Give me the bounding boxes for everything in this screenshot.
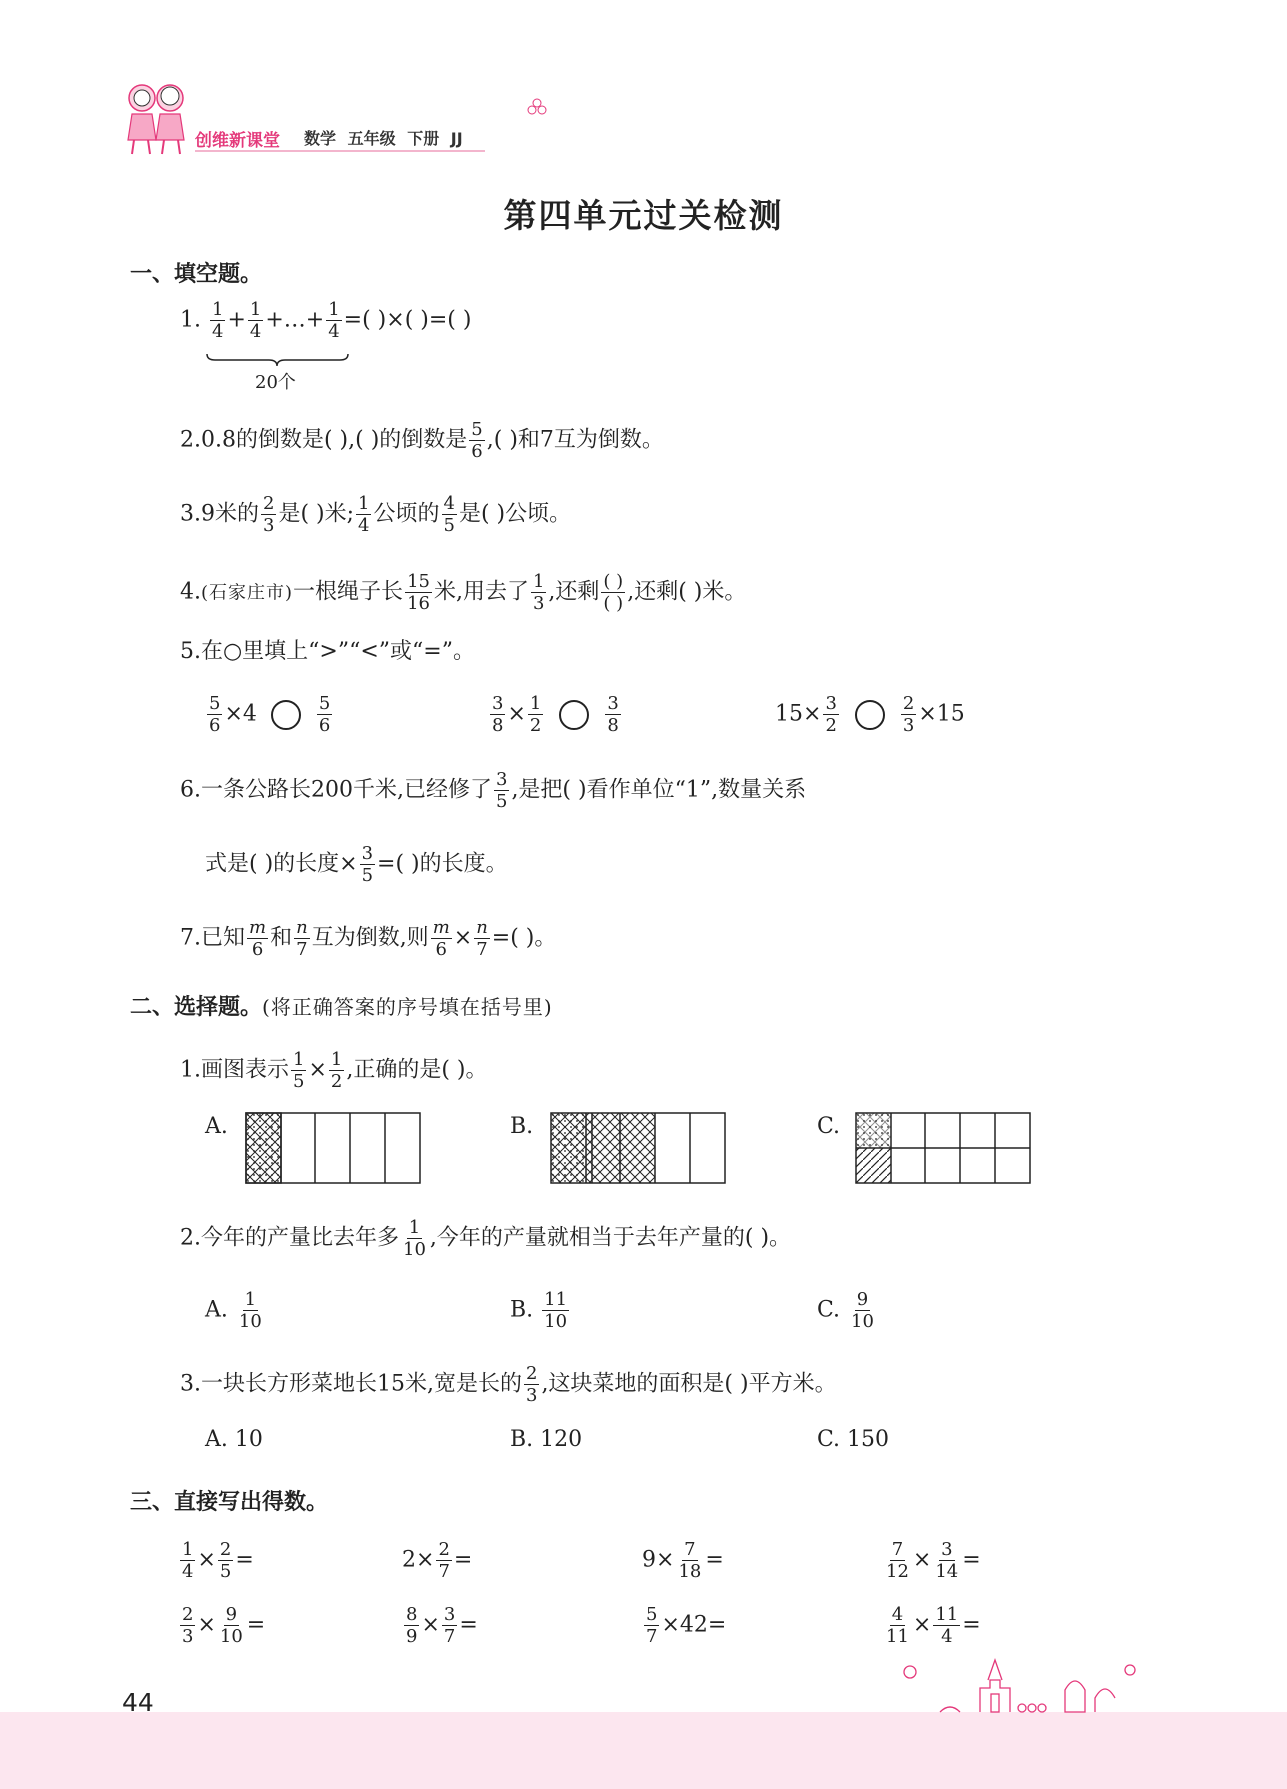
fraction: $\frac{1}{2}$: [330, 1049, 343, 1092]
page-number: 44: [122, 1688, 154, 1717]
fraction: $\frac{5}{6}$: [471, 419, 483, 462]
option-c-diagram[interactable]: [855, 1112, 1031, 1184]
fraction: $\frac{4}{5}$: [443, 493, 455, 536]
fraction: $\frac{1}{4}$: [249, 299, 262, 342]
fraction: $\frac{3}{2}$: [825, 693, 837, 736]
section-calc-heading: 三、直接写出得数。: [130, 1490, 329, 1515]
section-choice-note: (将正确答案的序号填在括号里): [262, 995, 553, 1019]
calc-item: $\frac{7}{12}$ × $\frac{3}{14}$ =: [886, 1539, 981, 1582]
compare-item-1: $\frac{5}{6}$ ×4 $\frac{5}{6}$: [209, 693, 331, 736]
fill-question-7: 7.已知 $\frac{m}{6}$ 和 $\frac{n}{7}$ 互为倒数,则 $\frac{m}{6}$ × $\frac{n}{7}$ =( )。: [180, 917, 557, 960]
section-fill-heading: 一、填空题。: [130, 262, 263, 287]
fill-question-1: [180, 300, 471, 341]
compare-circle[interactable]: [271, 700, 301, 730]
calc-item: $\frac{2}{3}$ × $\frac{9}{10}$ =: [182, 1604, 266, 1647]
fraction: $\frac{9}{10}$: [851, 1289, 874, 1332]
option-a-diagram[interactable]: [245, 1112, 421, 1184]
footer-band: [0, 1712, 1287, 1789]
option-b-label: B.: [510, 1114, 534, 1139]
fraction: $\frac{2}{3}$: [263, 493, 275, 536]
choice-3-option-b[interactable]: B. 120: [510, 1427, 583, 1452]
fraction: $\frac{m}{6}$: [249, 917, 267, 960]
fraction: $\frac{1}{4}$: [358, 493, 370, 536]
option-c-label: C.: [817, 1114, 841, 1139]
calc-item: $\frac{1}{4}$ × $\frac{2}{5}$ =: [182, 1539, 254, 1582]
underbrace-icon: [205, 352, 350, 368]
fraction: $\frac{1}{4}$: [328, 299, 340, 342]
calc-item: $\frac{4}{11}$ × $\frac{11}{4}$ =: [886, 1604, 981, 1647]
fraction-blank: ( ) ( ): [603, 571, 624, 614]
header-grade: 五年级: [347, 129, 396, 148]
compare-item-2: $\frac{3}{8}$ × $\frac{1}{2}$ $\frac{3}{8}$: [492, 693, 619, 736]
choice-3-option-c[interactable]: C. 150: [817, 1427, 890, 1452]
fraction: $\frac{n}{7}$: [476, 917, 488, 960]
fraction: $\frac{m}{6}$: [432, 917, 450, 960]
calc-item: 2× $\frac{2}{7}$ =: [402, 1539, 473, 1582]
choice-question-1: 1.画图表示 $\frac{1}{5}$ × $\frac{1}{2}$ ,正确的是( )。: [180, 1049, 488, 1092]
fraction: $\frac{1}{4}$: [212, 299, 224, 342]
option-b-diagram[interactable]: [550, 1112, 726, 1184]
calc-item: 9× $\frac{7}{18}$ =: [642, 1539, 724, 1582]
fraction: $\frac{15}{16}$: [407, 571, 430, 614]
fill-question-3: 3.9米的 $\frac{2}{3}$ 是( )米; $\frac{1}{4}$ 公顷的 $\frac{4}{5}$ 是( )公顷。: [180, 493, 572, 536]
choice-2-option-c[interactable]: C. $\frac{9}{10}$: [817, 1289, 874, 1332]
plus-sign: +: [227, 307, 246, 333]
section-choice-heading: 二、选择题。(将正确答案的序号填在括号里): [130, 995, 553, 1020]
fraction: $\frac{3}{5}$: [361, 843, 374, 886]
compare-item-3: 15× $\frac{3}{2}$ $\frac{2}{3}$ ×15: [775, 693, 965, 736]
fraction: $\frac{1}{10}$: [403, 1217, 426, 1260]
calc-item: $\frac{8}{9}$ × $\frac{3}{7}$ =: [406, 1604, 478, 1647]
fraction: $\frac{3}{8}$: [492, 693, 504, 736]
q1-answer-blanks: =( )×( )=( ): [343, 307, 472, 333]
header-brand: 创维新课堂: [195, 131, 280, 151]
fill-question-6-line-1: 6.一条公路长200千米,已经修了 $\frac{3}{5}$ ,是把( )看作单位“1”,数量关系: [180, 769, 807, 812]
fill-question-4: 4.(石家庄市)一根绳子长 $\frac{15}{16}$ 米,用去了 $\frac{1}{3}$ ,还剩 ( ) ( ) ,还剩( )米。: [180, 571, 747, 614]
fraction: $\frac{2}{3}$: [902, 693, 915, 736]
flower-icon: [527, 98, 547, 118]
header-subject: 数学: [304, 129, 337, 148]
fill-question-2: 2.0.8的倒数是( ),( )的倒数是 $\frac{5}{6}$ ,( )和7互为倒数。: [180, 419, 664, 462]
choice-question-2: 2.今年的产量比去年多 $\frac{1}{10}$ ,今年的产量就相当于去年产量的( )。: [180, 1217, 792, 1260]
fraction: $\frac{1}{5}$: [293, 1049, 305, 1092]
q1-number: 1.: [180, 307, 201, 333]
fraction: $\frac{n}{7}$: [296, 917, 308, 960]
fraction: $\frac{5}{6}$: [318, 693, 331, 736]
fill-question-5: 5.在○里填上“>”“<”或“=”。: [180, 639, 475, 664]
calc-item: $\frac{5}{7}$ ×42=: [646, 1604, 727, 1647]
choice-2-option-b[interactable]: B. $\frac{11}{10}$: [510, 1289, 568, 1332]
compare-circle[interactable]: [559, 700, 589, 730]
fraction: $\frac{1}{3}$: [532, 571, 545, 614]
header-book-info: [304, 126, 463, 149]
option-a-label: A.: [205, 1114, 228, 1139]
fraction: $\frac{5}{6}$: [209, 693, 221, 736]
cartoon-kids-logo-icon: [118, 76, 196, 156]
fill-question-6-line-2: 式是( )的长度× $\frac{3}{5}$ =( )的长度。: [205, 843, 508, 886]
fraction: $\frac{3}{8}$: [607, 693, 619, 736]
castle-decoration-icon: [880, 1650, 1170, 1720]
fraction: $\frac{1}{2}$: [529, 693, 542, 736]
fraction: $\frac{3}{5}$: [495, 769, 508, 812]
compare-circle[interactable]: [855, 700, 885, 730]
header-volume: 下册: [407, 129, 440, 148]
fraction: $\frac{11}{10}$: [544, 1289, 568, 1332]
header-edition: JJ: [450, 129, 463, 148]
choice-question-3: 3.一块长方形菜地长15米,宽是长的 $\frac{2}{3}$ ,这块菜地的面积是( )平方米。: [180, 1363, 837, 1406]
page-title: 第四单元过关检测: [503, 196, 784, 235]
region-tag: (石家庄市): [201, 582, 294, 604]
choice-3-option-a[interactable]: A. 10: [205, 1427, 263, 1452]
choice-2-option-a[interactable]: A. $\frac{1}{10}$: [205, 1289, 262, 1332]
fraction: $\frac{2}{3}$: [525, 1363, 538, 1406]
ellipsis-sum: +…+: [265, 307, 325, 333]
q1-count-label: 20个: [255, 372, 296, 393]
fraction: $\frac{1}{10}$: [238, 1289, 262, 1332]
